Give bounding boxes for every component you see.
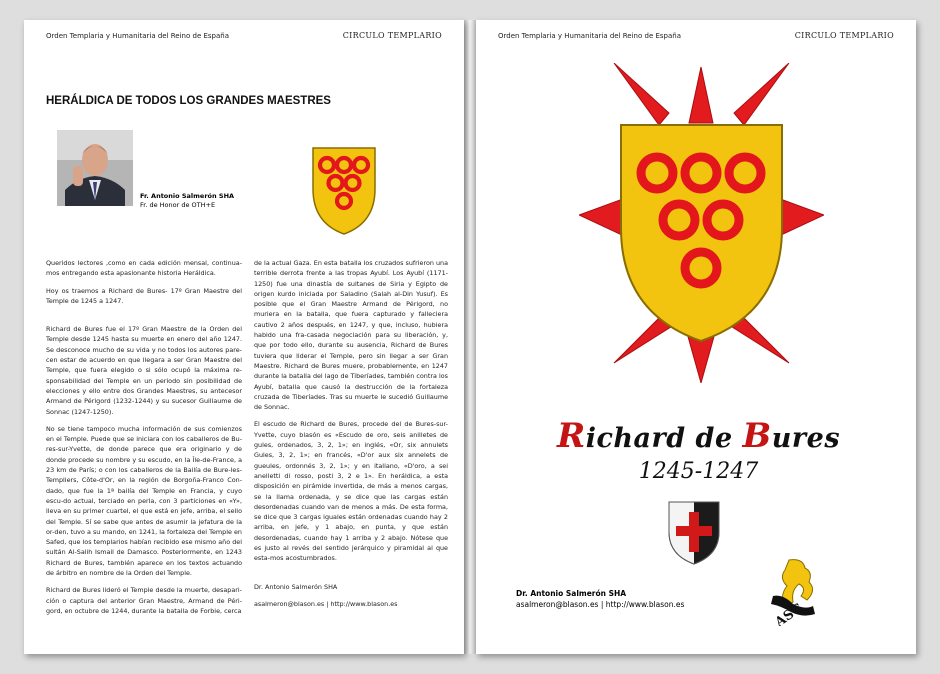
author-name: Fr. Antonio Salmerón SHA [140, 192, 235, 200]
text-column-1 [46, 258, 242, 623]
book-gutter [464, 20, 476, 654]
asc-logo-text: ASC [772, 600, 806, 626]
right-page [476, 20, 916, 654]
author-role: Fr. de Honor de OTH+E [140, 201, 216, 209]
author-name: Dr. Antonio Salmerón SHA [516, 589, 627, 598]
coat-of-arms-small [310, 145, 378, 241]
templar-cross-shield [667, 500, 721, 570]
name-part: ures [771, 423, 841, 454]
master-dates: 1245-1247 [638, 459, 759, 484]
master-name [511, 416, 886, 456]
paragraph: de la actual Gaza. En esta batalla los cruzados sufrieron una terrible derrota frente a las tropas Ayubí. Los Ayubí (1171-1250) fue una dinastía de sultanes de Siria y Egipto de origen kurdo iniciada por Saladino (Salah al-Din Yusuf). Es posible que el Gran Maestre Armand de Périgord, no muriera en la batalla, que fuera capturado y falleciera cautivo 2 años después, en 1247, y que, incluso, hubiera habido una fra-casada negociación para su liberación, y, que por todo ello, durante su ausencia, Richard de Bures tuviera que liderar el Temple, pero sin llegar a ser Gran Maestre. Richard de Bures muere, probablemente, en 1247 durante la batalla del lago de Tiberíades, también contra los Ayubí, batalla que causó la destrucción de la fortaleza cruzada de Tiberíades. Tras su muerte le sucedió Guillaume de Sonnac. [254, 259, 448, 412]
text-column-2 [254, 258, 448, 616]
name-initial: R [556, 416, 586, 456]
paragraph: Hoy os traemos a Richard de Bures- 17º Gran Maestre del Temple de 1245 a 1247. [46, 286, 242, 305]
paragraph: El escudo de Richard de Bures, procede del de Bures-sur-Yvette, cuyo blasón es «Escudo de oro, seis anilletes de gules, ordenados, 3, 2, 1»; en inglés, «Or, six annulets Gules, 3, 2, 1»; en francés, «D'or aux six annelets de gueules, ordonnés 3, 2, 1»; y en italiano, «D'oro, a sei anelletti di rosso, posti 3, 2 e 1». En heráldica, a esta disposición en pirámide invertida, de más a menos cargas, se la llama ordenada, y se dice que las cargas están desordenadas cuando van de menos a más. De esta forma, se dice que 3 cargas iguales están ordenadas cuando hay 2 arriba, en jefe, y 1 abajo, en punta, y que están desordenadas, cuando hay 1 arriba y 2 abajo. Nótese que es justo al revés del sentido jerárquico y piramidal al que esta-mos acostumbrados. [254, 420, 448, 563]
surname-initial: B [742, 416, 772, 456]
coat-of-arms-large [579, 63, 824, 387]
author-photo [57, 130, 133, 206]
header-left: Orden Templaria y Humanitaria del Reino de España [498, 32, 682, 40]
paragraph: Richard de Bures lideró el Temple desde la muerte, desapari-ción o captura del anterior Gran Maestre, Armand de Péri-gord, en octubre de 1244, durante la batalla de Forbie, cerca [46, 586, 242, 615]
signature-contact: asalmeron@blason.es | http://www.blason.es [254, 599, 398, 608]
header-right: CIRCULO TEMPLARIO [794, 31, 894, 40]
author-contact: asalmeron@blason.es | http://www.blason.es [516, 600, 685, 609]
page-title: HERÁLDICA DE TODOS LOS GRANDES MAESTRES [46, 95, 331, 107]
name-part: ichard de [585, 423, 743, 454]
paragraph: Queridos lectores ,como en cada edición mensal, continua-mos entregando esta apasionante historia Heráldica. [46, 259, 242, 278]
header-right: CIRCULO TEMPLARIO [342, 31, 442, 40]
paragraph: Richard de Bures fue el 17º Gran Maestre de la Orden del Temple desde 1245 hasta su muerte en enero del año 1247. Se desconoce mucho de su vida y no todos los autores pare-cen estar de acuerdo en que llegara a ser Gran Maestre del Temple, que fuera elegido o si sólo ocupó la máxima re-sponsabilidad del Temple en un periodo sin posibilidad de elecciones y ello entre dos Grandes Maestres, su antecesor Armand de Périgord (1232-1244) y su sucesor Guillaume de Sonnac (1247-1250). [46, 325, 242, 416]
left-page [24, 20, 464, 654]
signature-name: Dr. Antonio Salmerón SHA [254, 582, 338, 591]
paragraph: No se tiene tampoco mucha información de sus comienzos en el Temple. Puede que se iniciara con los caballeros de Bu-res-sur-Yvette, de donde parece que era originario y de donde procede su nombre y su escudo, en la Île-de-France, a 23 km de París; o con los caballeros de la Bailía de Bure-les-Templiers, Côte-d'Or, en la región de Borgoña-Franco Con-dado, que fue la 1ª bailía del Temple en Francia, y cuyo escu-do actual, terciado en perla, con 3 particiones en «Y», lleva en su primer cuartel, el que está en jefe, arriba, el sello del Temple. Sí se sabe que antes de asumir la jefatura de la or-den, tuvo a su mando, en 1241, la fortaleza del Temple en Safed, que los templarios habían recibido ese mismo año del sultán Al-Salih Ismail de Damasco. Posteriormente, en 1243 Richard de Bures, también aparece en los textos actuando de árbitro en nombre de la Orden del Temple. [46, 424, 242, 578]
header-left: Orden Templaria y Humanitaria del Reino de España [46, 32, 230, 40]
asc-logo [763, 556, 825, 630]
